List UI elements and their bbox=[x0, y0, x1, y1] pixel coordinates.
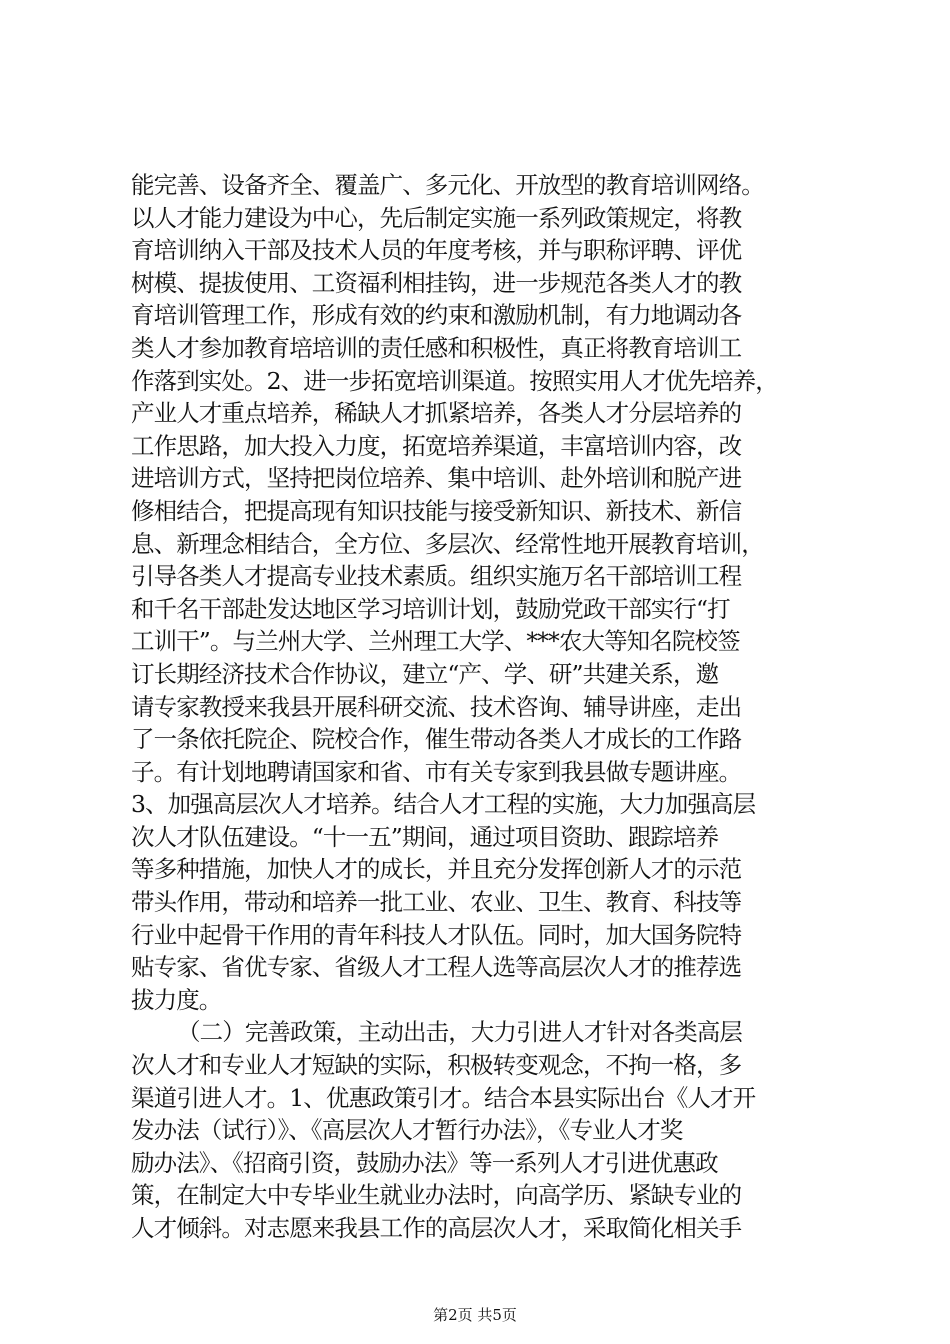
text-line: 产业人才重点培养，稀缺人才抓紧培养，各类人才分层培养的 bbox=[131, 399, 742, 428]
text-line: 次人才和专业人才短缺的实际，积极转变观念，不拘一格，多 bbox=[131, 1051, 742, 1080]
paragraph-start-line: （二）完善政策，主动出击，大力引进人才针对各类高层 bbox=[177, 1018, 742, 1047]
text-line: 修相结合，把提高现有知识技能与接受新知识、新技术、新信 bbox=[131, 496, 742, 525]
text-line: 工训干”。与兰州大学、兰州理工大学、***农大等知名院校签 bbox=[131, 627, 740, 656]
text-line: 渠道引进人才。1、优惠政策引才。结合本县实际出台《人才开 bbox=[131, 1083, 756, 1112]
page-footer bbox=[0, 1304, 950, 1325]
text-line: 作落到实处。2、进一步拓宽培训渠道。按照实用人才优先培养， bbox=[131, 366, 778, 395]
text-line: 次人才队伍建设。“十一五”期间，通过项目资助、跟踪培养 bbox=[131, 822, 719, 851]
text-line: 人才倾斜。对志愿来我县工作的高层次人才，采取简化相关手 bbox=[131, 1214, 742, 1242]
page-number-label: 第2页 共5页 bbox=[433, 1306, 517, 1324]
text-line: 育培训管理工作，形成有效的约束和激励机制，有力地调动各 bbox=[131, 301, 742, 330]
text-line: 带头作用，带动和培养一批工业、农业、卫生、教育、科技等 bbox=[131, 888, 742, 917]
text-line: 3、加强高层次人才培养。结合人才工程的实施，大力加强高层 bbox=[131, 790, 756, 819]
text-line: 息、新理念相结合，全方位、多层次、经常性地开展教育培训， bbox=[131, 529, 764, 558]
text-line: 和千名干部赴发达地区学习培训计划，鼓励党政干部实行“打 bbox=[131, 594, 730, 623]
text-line: 贴专家、省优专家、省级人才工程人选等高层次人才的推荐选 bbox=[131, 953, 742, 982]
text-line: 能完善、设备齐全、覆盖广、多元化、开放型的教育培训网络。 bbox=[131, 171, 764, 199]
text-line: 请专家教授来我县开展科研交流、技术咨询、辅导讲座，走出 bbox=[131, 692, 742, 721]
text-line: 以人才能力建设为中心，先后制定实施一系列政策规定，将教 bbox=[131, 203, 742, 232]
text-line: 发办法（试行）》、《高层次人才暂行办法》，《专业人才奖 bbox=[131, 1116, 683, 1145]
text-line: 进培训方式，坚持把岗位培养、集中培训、赴外培训和脱产进 bbox=[131, 464, 742, 493]
text-line: 育培训纳入干部及技术人员的年度考核，并与职称评聘、评优 bbox=[131, 236, 742, 265]
body-text bbox=[131, 169, 831, 1245]
text-line: 订长期经济技术合作协议，建立“产、学、研”共建关系，邀 bbox=[131, 659, 719, 688]
text-line: 类人才参加教育培培训的责任感和积极性，真正将教育培训工 bbox=[131, 333, 742, 362]
text-line: 行业中起骨干作用的青年科技人才队伍。同时，加大国务院特 bbox=[131, 920, 742, 949]
text-line: 策，在制定大中专毕业生就业办法时，向高学历、紧缺专业的 bbox=[131, 1181, 742, 1210]
text-line: 工作思路，加大投入力度，拓宽培养渠道，丰富培训内容，改 bbox=[131, 431, 742, 460]
text-line: 子。有计划地聘请国家和省、市有关专家到我县做专题讲座。 bbox=[131, 757, 742, 786]
text-line: 引导各类人才提高专业技术素质。组织实施万名干部培训工程 bbox=[131, 562, 742, 591]
text-line: 树模、提拔使用、工资福利相挂钩，进一步规范各类人才的教 bbox=[131, 268, 742, 297]
text-line: 了一条依托院企、院校合作，催生带动各类人才成长的工作路 bbox=[131, 725, 742, 754]
text-line: 拔力度。 bbox=[131, 985, 222, 1014]
text-line: 励办法》、《招商引资，鼓励办法》等一系列人才引进优惠政 bbox=[131, 1148, 718, 1177]
text-line: 等多种措施，加快人才的成长，并且充分发挥创新人才的示范 bbox=[131, 855, 742, 884]
